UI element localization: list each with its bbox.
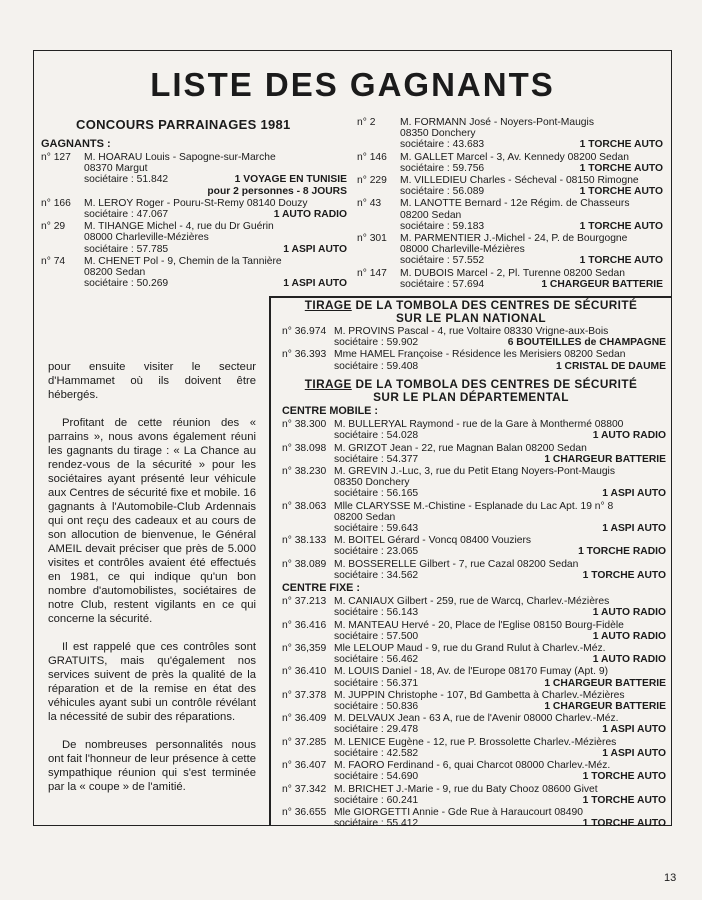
member-number: sociétaire : 59.183 (400, 220, 485, 232)
entry-number: n° 38.133 (282, 535, 327, 547)
prize-label: 1 CRISTAL DE DAUME (555, 360, 666, 372)
entry-address-line: M. HOARAU Louis - Sapogne-sur-Marche (84, 152, 276, 163)
entry-number: n° 166 (41, 197, 71, 209)
departemental-heading-line1: DE LA TOMBOLA DES CENTRES DE SÉCURITÉ (355, 377, 638, 391)
prize-label: 1 TORCHE AUTO (582, 794, 666, 806)
entry-address-line: 08200 Sedan (84, 267, 146, 279)
entry-number: n° 36,359 (282, 643, 327, 655)
member-number: sociétaire : 54.690 (334, 771, 419, 783)
national-heading-line1: DE LA TOMBOLA DES CENTRES DE SÉCURITÉ (355, 298, 638, 312)
prize-label: 6 BOUTEILLES de CHAMPAGNE (507, 337, 666, 349)
entry-member-row (334, 724, 666, 735)
entry-address-line: M. LEROY Roger - Pouru-St-Remy 08140 Douzy (84, 197, 308, 209)
prize-label: 1 CHARGEUR BATTERIE (544, 453, 666, 465)
prize-label: 1 AUTO RADIO (592, 430, 666, 442)
entry-address-line: M. GRIZOT Jean - 22, rue Magnan Balan 08200 Sedan (334, 442, 587, 454)
parrainage-right-list (357, 117, 663, 291)
entry-number: n° 38.089 (282, 558, 327, 570)
prize-label: 1 TORCHE RADIO (578, 546, 666, 558)
prize-extra: pour 2 personnes - 8 JOURS (207, 185, 347, 197)
winner-entry (282, 326, 666, 348)
entry-address-line: M. PARMENTIER J.-Michel - 24, P. de Bourgogne (400, 233, 628, 245)
page-title: LISTE DES GAGNANTS (150, 66, 555, 103)
entry-member-row (334, 818, 666, 829)
entry-member-row (334, 546, 666, 557)
entry-member-row (334, 748, 666, 759)
prize-label: 1 ASPI AUTO (283, 243, 347, 255)
entry-address-line: 08350 Donchery (400, 128, 476, 140)
entry-address-line: M. JUPPIN Christophe - 107, Bd Gambetta à Charlev.-Mézières (334, 689, 625, 701)
winner-entry (282, 713, 666, 735)
entry-number: n° 36.409 (282, 713, 327, 725)
entry-number: n° 29 (41, 221, 66, 233)
prize-label: 1 ASPI AUTO (602, 747, 666, 759)
prize-label: 1 CHARGEUR BATTERIE (541, 278, 663, 290)
entry-address-line: M. LOUIS Daniel - 18, Av. de l'Europe 08170 Fumay (Apt. 9) (334, 666, 609, 678)
article-paragraph: pour ensuite visiter le secteur d'Hammamet où ils doivent être hébergés. (48, 361, 256, 401)
winner-entry (357, 268, 663, 290)
entry-number: n° 43 (357, 198, 382, 210)
prize-label: 1 ASPI AUTO (602, 523, 666, 535)
member-number: sociétaire : 60.241 (334, 794, 419, 806)
member-number: sociétaire : 50.836 (334, 701, 419, 713)
winner-entry (282, 501, 666, 535)
entry-number: n° 38.098 (282, 442, 327, 454)
entry-number: n° 2 (357, 117, 376, 128)
centre-fixe-label: CENTRE FIXE : (282, 582, 360, 595)
entry-address-line: M. GREVIN J.-Luc, 3, rue du Petit Etang Noyers-Pont-Maugis (334, 466, 615, 478)
member-number: sociétaire : 51.842 (84, 174, 169, 186)
entry-address-line: M. PROVINS Pascal - 4, rue Voltaire 08330 Vrigne-aux-Bois (334, 326, 609, 337)
entry-address-line: Mle LELOUP Maud - 9, rue du Grand Rulut à Charlev.-Méz. (334, 643, 606, 655)
national-list (282, 326, 666, 373)
prize-label: 1 AUTO RADIO (592, 607, 666, 619)
prize-label: 1 AUTO RADIO (592, 630, 666, 642)
member-number: sociétaire : 42.582 (334, 747, 419, 759)
entry-number: n° 36.407 (282, 760, 327, 772)
entry-member-row (334, 795, 666, 806)
entry-member-row (334, 678, 666, 689)
winner-entry (282, 443, 666, 465)
entry-address-line: M. BRICHET J.-Marie - 9, rue du Baty Chooz 08600 Givet (334, 783, 598, 795)
member-number: sociétaire : 59.902 (334, 337, 419, 349)
member-number: sociétaire : 59.408 (334, 360, 419, 372)
article-paragraph: De nombreuses personnalités nous ont fait l'honneur de leur présence à cette sympathique réunion qui s'est terminée par la « coupe » de l'amitié. (48, 739, 256, 793)
prize-label: 1 AUTO RADIO (592, 654, 666, 666)
national-heading-tirage: TIRAGE (304, 298, 352, 312)
prize-label: 1 VOYAGE EN TUNISIE (234, 174, 347, 186)
entry-member-row (334, 570, 666, 581)
entry-number: n° 146 (357, 151, 387, 163)
gagnants-label: GAGNANTS : (41, 138, 111, 150)
winner-entry (357, 233, 663, 267)
entry-member-row (334, 523, 666, 534)
member-number: sociétaire : 54.377 (334, 453, 419, 465)
winner-entry (357, 175, 663, 197)
entry-number: n° 147 (357, 267, 387, 279)
departemental-heading (276, 378, 666, 403)
divider-vertical (269, 296, 271, 826)
entry-number: n° 36.974 (282, 326, 327, 337)
entry-number: n° 37.213 (282, 596, 327, 608)
entry-member-row (334, 607, 666, 618)
entry-member-row (84, 174, 347, 185)
article-paragraph: Il est rappelé que ces contrôles sont GRATUITS, mais qu'également nos services suivent de près la qualité de la réparation et de la remise en état des véhicules ayant subi un contrôle révélant la nécessité de subir des réparations. (48, 641, 256, 723)
entry-member-row (400, 186, 663, 197)
entry-member-row (334, 701, 666, 712)
entry-number: n° 74 (41, 255, 66, 267)
winner-entry (282, 760, 666, 782)
page-number: 13 (664, 872, 677, 884)
entry-address-line: M. BOSSERELLE Gilbert - 7, rue Cazal 08200 Sedan (334, 558, 579, 570)
entry-number: n° 36.655 (282, 806, 327, 818)
prize-label: 1 ASPI AUTO (283, 278, 347, 290)
winner-entry (357, 198, 663, 232)
winner-entry (41, 256, 347, 290)
entry-number: n° 36.416 (282, 619, 327, 631)
entry-address-line: M. LANOTTE Bernard - 12e Régim. de Chasseurs (400, 198, 630, 210)
entry-address-line: 08000 Charleville-Mézières (400, 244, 525, 256)
centre-mobile-label: CENTRE MOBILE : (282, 405, 378, 417)
entry-number: n° 36.393 (282, 349, 327, 361)
member-number: sociétaire : 55.412 (334, 818, 419, 830)
entry-address-line: M. BULLERYAL Raymond - rue de la Gare à Monthermé 08800 (334, 419, 624, 431)
entry-number: n° 37.342 (282, 783, 327, 795)
article-paragraph: Profitant de cette réunion des « parrains », nous avons également réuni les gagnants du tirage : « La Chance au rendez-vous de la sécurité » pour les sociétaires ayant présenté leur véhicule aux Centres de sécurité fixe et mobile. 16 gagnants à l'Automobile-Club Ardennais qui ont reçu des cadeaux et au cours de son allocution de bienvenue, le Général AMEIL devait préciser que près de 5.000 visites et contrôles avaient été effectués en 1981, ce qui indique qu'un bon nombre d'automobilistes, sociétaires de notre Club, restent vigilants en ce qui concerne la sécurité. (48, 417, 256, 625)
winner-entry (41, 198, 347, 220)
winner-entry (282, 807, 666, 829)
entry-member-row (334, 430, 666, 441)
winner-entry (41, 152, 347, 197)
entry-address-line: M. FAORO Ferdinand - 6, quai Charcot 08000 Charlev.-Méz. (334, 760, 611, 772)
prize-label: 1 TORCHE AUTO (579, 139, 663, 151)
centre-fixe-list (282, 596, 666, 829)
entry-number: n° 301 (357, 233, 387, 245)
member-number: sociétaire : 56.143 (334, 607, 419, 619)
entry-address-line: Mlle CLARYSSE M.-Chistine - Esplanade du Lac Apt. 19 n° 8 (334, 500, 614, 512)
prize-label: 1 TORCHE AUTO (579, 162, 663, 174)
prize-label: 1 CHARGEUR BATTERIE (544, 677, 666, 689)
winner-entry (282, 784, 666, 806)
entry-address-line: 08200 Sedan (400, 209, 462, 221)
winner-entry (282, 559, 666, 581)
member-number: sociétaire : 56.089 (400, 186, 485, 198)
prize-label: 1 TORCHE AUTO (582, 569, 666, 581)
parrainage-left-list (41, 152, 347, 290)
entry-number: n° 127 (41, 152, 71, 163)
entry-member-row (400, 279, 663, 290)
winner-entry (357, 152, 663, 174)
member-number: sociétaire : 23.065 (334, 546, 419, 558)
entry-address-line: Mme HAMEL Françoise - Résidence les Merisiers 08200 Sedan (334, 349, 626, 361)
national-heading-line2: SUR LE PLAN NATIONAL (396, 310, 546, 325)
entry-address-line: 08000 Charleville-Mézières (84, 232, 209, 244)
entry-member-row (400, 255, 663, 266)
entry-address-line: M. BOITEL Gérard - Voncq 08400 Vouziers (334, 535, 532, 547)
prize-label: 1 AUTO RADIO (273, 209, 347, 221)
member-number: sociétaire : 57.552 (400, 255, 485, 267)
member-number: sociétaire : 29.478 (334, 724, 419, 736)
entry-member-row (334, 454, 666, 465)
winner-entry (282, 620, 666, 642)
entry-number: n° 37.378 (282, 689, 327, 701)
prize-label: 1 TORCHE AUTO (579, 255, 663, 267)
entry-member-row (400, 221, 663, 232)
centre-mobile-list (282, 419, 666, 581)
prize-label: 1 TORCHE AUTO (582, 771, 666, 783)
entry-number: n° 38.230 (282, 466, 327, 478)
prize-label: 1 TORCHE AUTO (579, 220, 663, 232)
entry-address-line: 08200 Sedan (334, 511, 396, 523)
entry-address-line: M. CHENET Pol - 9, Chemin de la Tannière (84, 255, 282, 267)
member-number: sociétaire : 57.694 (400, 278, 485, 290)
departemental-heading-line2: SUR LE PLAN DÉPARTEMENTAL (373, 389, 569, 404)
member-number: sociétaire : 56.165 (334, 488, 419, 500)
winner-entry (282, 737, 666, 759)
entry-number: n° 37.285 (282, 736, 327, 748)
entry-member-row (334, 654, 666, 665)
winner-entry (41, 221, 347, 255)
winner-entry (357, 117, 663, 151)
entry-member-row (334, 361, 666, 372)
member-number: sociétaire : 54.028 (334, 430, 419, 442)
winner-entry (282, 466, 666, 500)
entry-member-row (334, 771, 666, 782)
winner-entry (282, 643, 666, 665)
entry-address-line: M. DUBOIS Marcel - 2, Pl. Turenne 08200 Sedan (400, 267, 625, 279)
entry-member-row (84, 244, 347, 255)
winner-entry (282, 666, 666, 688)
member-number: sociétaire : 59.643 (334, 523, 419, 535)
entry-address-line: M. FORMANN José - Noyers-Pont-Maugis (400, 117, 594, 128)
prize-label: 1 TORCHE AUTO (582, 818, 666, 830)
prize-label: 1 TORCHE AUTO (579, 186, 663, 198)
entry-address-line: 08350 Donchery (334, 477, 410, 489)
member-number: sociétaire : 47.067 (84, 209, 169, 221)
national-heading (276, 299, 666, 324)
entry-number: n° 38.300 (282, 419, 327, 431)
departemental-list (282, 404, 666, 830)
member-number: sociétaire : 57.500 (334, 630, 419, 642)
entry-address-line: M. MANTEAU Hervé - 20, Place de l'Eglise 08150 Bourg-Fidèle (334, 619, 624, 631)
departemental-heading-tirage: TIRAGE (304, 377, 352, 391)
entry-member-row (400, 163, 663, 174)
member-number: sociétaire : 56.371 (334, 677, 419, 689)
entry-member-row (84, 209, 347, 220)
winner-entry (282, 419, 666, 441)
winner-entry (282, 690, 666, 712)
entry-number: n° 36.410 (282, 666, 327, 678)
entry-address-line: 08370 Margut (84, 163, 148, 175)
entry-address-line: M. DELVAUX Jean - 63 A, rue de l'Avenir 08000 Charlev.-Méz. (334, 713, 619, 725)
member-number: sociétaire : 50.269 (84, 278, 169, 290)
entry-member-row (334, 337, 666, 348)
entry-address-line: M. VILLEDIEU Charles - Sécheval - 08150 Rimogne (400, 175, 639, 187)
entry-number: n° 229 (357, 175, 387, 187)
member-number: sociétaire : 59.756 (400, 162, 485, 174)
prize-label: 1 ASPI AUTO (602, 488, 666, 500)
member-number: sociétaire : 34.562 (334, 569, 419, 581)
entry-address-line: M. LENICE Eugène - 12, rue P. Brossolette Charlev.-Mézières (334, 736, 617, 748)
entry-address-line: M. CANIAUX Gilbert - 259, rue de Warcq, Charlev.-Mézières (334, 596, 610, 608)
entry-address-line: M. GALLET Marcel - 3, Av. Kennedy 08200 Sedan (400, 151, 629, 163)
entry-member-row (84, 278, 347, 289)
article-text (48, 360, 256, 808)
entry-member-row (400, 139, 663, 150)
entry-member-row (334, 488, 666, 499)
winner-entry (282, 535, 666, 557)
member-number: sociétaire : 43.683 (400, 139, 485, 151)
entry-member-row (334, 631, 666, 642)
prize-label: 1 CHARGEUR BATTERIE (544, 701, 666, 713)
parrainage-heading: CONCOURS PARRAINAGES 1981 (76, 117, 291, 132)
winner-entry (282, 349, 666, 371)
member-number: sociétaire : 57.785 (84, 243, 169, 255)
prize-label: 1 ASPI AUTO (602, 724, 666, 736)
winner-entry (282, 596, 666, 618)
entry-number: n° 38.063 (282, 500, 327, 512)
member-number: sociétaire : 56.462 (334, 654, 419, 666)
entry-address-line: Mle GIORGETTI Annie - Gde Rue à Haraucourt 08490 (334, 806, 583, 818)
entry-address-line: M. TIHANGE Michel - 4, rue du Dr Guérin (84, 221, 274, 233)
